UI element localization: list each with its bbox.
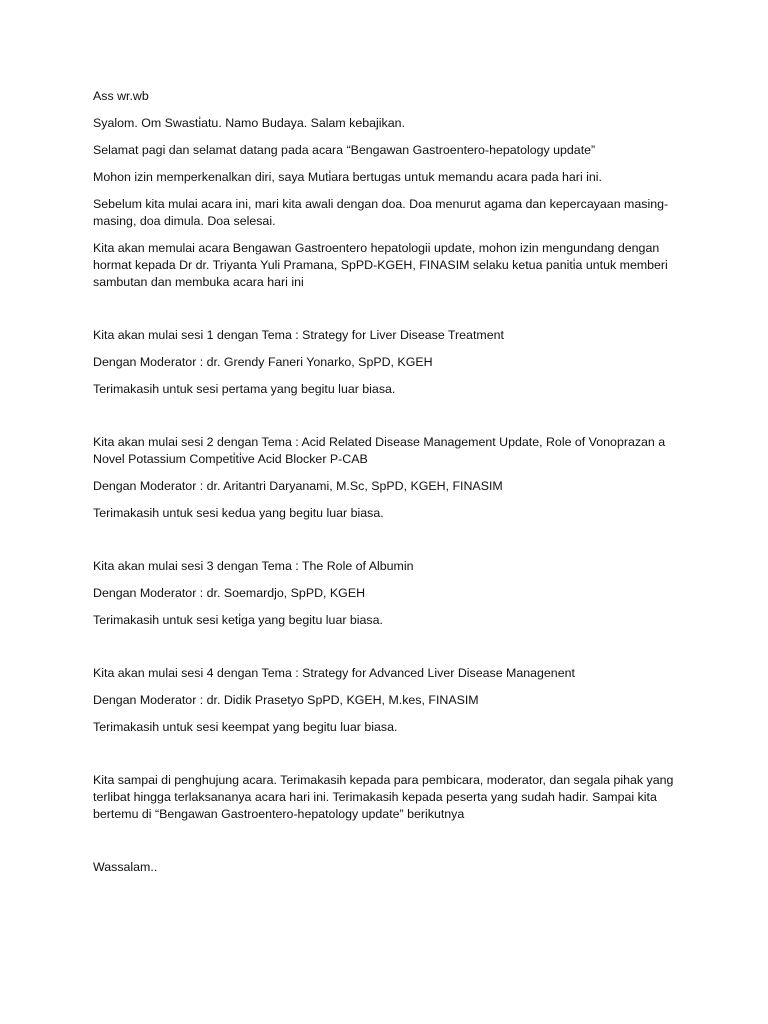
session-4-theme: Kita akan mulai sesi 4 dengan Tema : Strategy for Advanced Liver Disease Managenent — [93, 666, 575, 680]
farewell: Wassalam.. — [93, 860, 158, 874]
closing-remarks: Kita sampai di penghujung acara. Terimakasih kepada para pembicara, moderator, dan segala pihak yang terlibat hingga terlaksananya acara hari ini. Terimakasih kepada peserta yang sudah hadir. Sampai kita bertemu di “Bengawan Gastroentero-hepatology update” berikutnya — [93, 773, 674, 821]
opening-invitation: Kita akan memulai acara Bengawan Gastroentero hepatologii update, mohon izin mengundang dengan hormat kepada Dr dr. Triyanta Yuli Pramana, SpPD-KGEH, FINASIM selaku ketua paniti̇a untuk memberi sambutan dan membuka acara hari ini — [93, 241, 668, 289]
session-3-thanks: Terimakasih untuk sesi keti̇ga yang begitu luar biasa. — [93, 613, 383, 627]
prayer: Sebelum kita mulai acara ini, mari kita awali dengan doa. Doa menurut agama dan kepercayaan masing-masing, doa dimula. Doa selesai. — [93, 197, 669, 228]
session-4-thanks: Terimakasih untuk sesi keempat yang begitu luar biasa. — [93, 720, 398, 734]
session-4-moderator: Dengan Moderator : dr. Didik Prasetyo SpPD, KGEH, M.kes, FINASIM — [93, 693, 479, 707]
session-1-moderator: Dengan Moderator : dr. Grendy Faneri Yonarko, SpPD, KGEH — [93, 355, 433, 369]
welcome: Selamat pagi dan selamat datang pada acara “Bengawan Gastroentero-hepatology update” — [93, 143, 596, 157]
session-3-theme: Kita akan mulai sesi 3 dengan Tema : The Role of Albumin — [93, 559, 414, 573]
session-2-thanks: Terimakasih untuk sesi kedua yang begitu luar biasa. — [93, 506, 384, 520]
introduction: Mohon izin memperkenalkan diri, saya Muti̇ara bertugas untuk memandu acara pada hari ini. — [93, 170, 602, 184]
session-1-theme: Kita akan mulai sesi 1 dengan Tema : Strategy for Liver Disease Treatment — [93, 328, 504, 342]
salutations: Syalom. Om Swasti̇atu. Namo Budaya. Salam kebajikan. — [93, 116, 405, 130]
session-3-moderator: Dengan Moderator : dr. Soemardjo, SpPD, KGEH — [93, 586, 366, 600]
session-2-theme: Kita akan mulai sesi 2 dengan Tema : Acid Related Disease Management Update, Role of Vonoprazan a Novel Potassium Competi̇ti̇ve Acid Blocker P-CAB — [93, 435, 666, 466]
document-body — [93, 88, 683, 886]
greeting: Ass wr.wb — [93, 89, 149, 103]
session-1-thanks: Terimakasih untuk sesi pertama yang begitu luar biasa. — [93, 382, 396, 396]
session-2-moderator: Dengan Moderator : dr. Aritantri Daryanami, M.Sc, SpPD, KGEH, FINASIM — [93, 479, 503, 493]
